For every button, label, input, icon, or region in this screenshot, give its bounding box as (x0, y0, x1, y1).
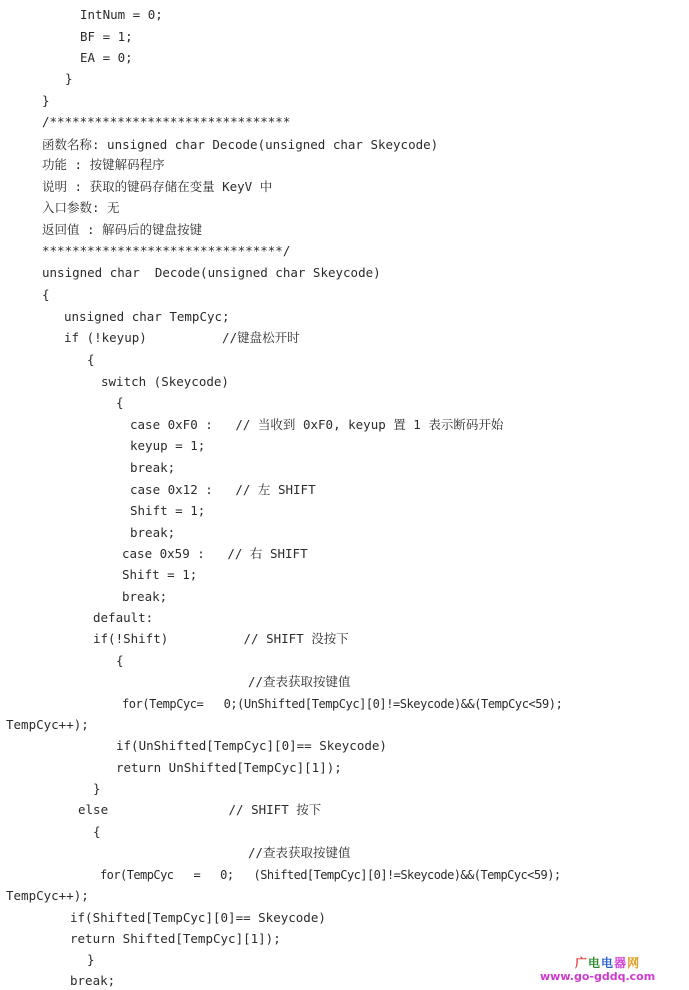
code-line: { (93, 824, 101, 839)
code-line: unsigned char Decode(unsigned char Skeycode) (42, 265, 381, 280)
code-line: switch (Skeycode) (101, 374, 229, 389)
code-line: BF = 1; (80, 29, 133, 44)
code-line: default: (93, 610, 154, 625)
code-line: { (116, 395, 124, 410)
code-line: case 0x12 : // 左 SHIFT (130, 482, 316, 497)
code-line: /******************************** (42, 114, 291, 129)
code-line: return UnShifted[TempCyc][1]); (116, 760, 342, 775)
code-line: { (116, 653, 124, 668)
code-line: } (87, 952, 95, 967)
code-line: ********************************/ (42, 243, 291, 258)
code-line: //查表获取按键值 (248, 845, 351, 860)
watermark-url: www.go-gddq.com (540, 970, 656, 983)
code-line: Shift = 1; (122, 567, 198, 582)
watermark-logo-text: 广电电器网 (575, 956, 641, 970)
code-line: if (!keyup) //键盘松开时 (64, 330, 300, 345)
code-line: 入口参数: 无 (42, 200, 120, 215)
code-line: case 0xF0 : // 当收到 0xF0, keyup 置 1 表示断码开始 (130, 417, 504, 432)
code-line: 功能 : 按键解码程序 (42, 157, 165, 172)
code-line: } (65, 71, 73, 86)
code-line: return Shifted[TempCyc][1]); (70, 931, 281, 946)
code-line: } (93, 781, 101, 796)
code-line: //查表获取按键值 (248, 674, 351, 689)
code-line: break; (70, 973, 116, 988)
code-line: case 0x59 : // 右 SHIFT (122, 546, 308, 561)
code-line: for(TempCyc = 0; (Shifted[TempCyc][0]!=Skeycode)&&(TempCyc<59); (100, 868, 561, 882)
code-line: { (42, 287, 50, 302)
code-line: TempCyc++); (6, 717, 89, 732)
code-line: keyup = 1; (130, 438, 206, 453)
code-line: 返回值 : 解码后的键盘按键 (42, 222, 203, 237)
code-line: if(Shifted[TempCyc][0]== Skeycode) (70, 910, 326, 925)
code-line: TempCyc++); (6, 888, 89, 903)
code-line: IntNum = 0; (80, 7, 163, 22)
code-line: 说明 : 获取的键码存储在变量 KeyV 中 (42, 179, 273, 194)
code-line: break; (122, 589, 168, 604)
code-line: unsigned char TempCyc; (64, 309, 230, 324)
code-line: else // SHIFT 按下 (78, 802, 322, 817)
code-line: break; (130, 460, 176, 475)
code-line: } (42, 93, 50, 108)
code-line: { (87, 352, 95, 367)
code-line: Shift = 1; (130, 503, 206, 518)
code-line: break; (130, 525, 176, 540)
code-line: if(UnShifted[TempCyc][0]== Skeycode) (116, 738, 387, 753)
code-line: 函数名称: unsigned char Decode(unsigned char Skeycode) (42, 137, 439, 152)
code-line: EA = 0; (80, 50, 133, 65)
code-line: for(TempCyc= 0;(UnShifted[TempCyc][0]!=Skeycode)&&(TempCyc<59); (122, 697, 563, 711)
code-line: if(!Shift) // SHIFT 没按下 (93, 631, 349, 646)
